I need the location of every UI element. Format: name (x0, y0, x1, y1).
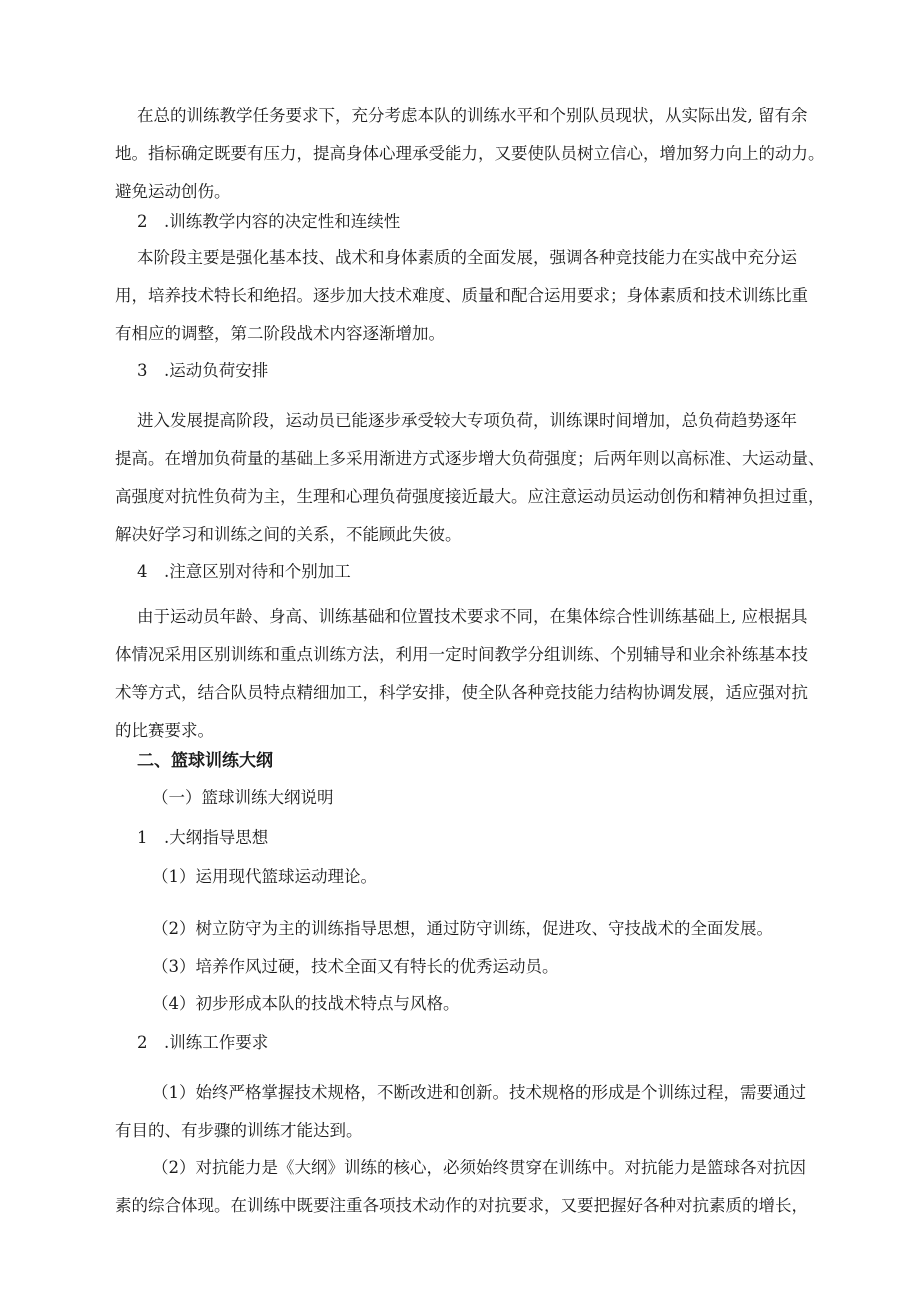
subheading-training-requirements (137, 1024, 837, 1062)
text-line: 素的综合体现。在训练中既要注重各项技术动作的对抗要求，又要把握好各种对抗素质的增长， (115, 1196, 808, 1215)
text-line: 2 .训练教学内容的决定性和连续性 (137, 212, 401, 231)
paragraph-stage-focus (115, 239, 837, 353)
text-line: 2 .训练工作要求 (137, 1033, 269, 1052)
list-item-4 (152, 985, 852, 1023)
text-line: 二、篮球训练大纲 (137, 751, 273, 771)
paragraph-training-goals (115, 97, 837, 211)
text-line: 地。指标确定既要有压力，提高身体心理承受能力，又要使队员树立信心，增加努力向上的动力。 (115, 144, 825, 163)
list-item-3 (152, 948, 852, 986)
text-line: 进入发展提高阶段，运动员已能逐步承受较大专项负荷，训练课时间增加，总负荷趋势逐年 (137, 411, 797, 430)
text-line: 解决好学习和训练之间的关系，不能顾此失彼。 (115, 525, 462, 544)
text-line: （1）运用现代篮球运动理论。 (152, 867, 377, 886)
section-title-basketball-outline (137, 742, 837, 780)
text-line: 提高。在增加负荷量的基础上多采用渐进方式逐步增大负荷强度；后两年则以高标准、大运动量、 (115, 449, 825, 468)
paragraph-individual-training (115, 598, 837, 750)
text-line: 避免运动创伤。 (115, 182, 231, 201)
text-line: 用，培养技术特长和绝招。逐步加大技术难度、质量和配合运用要求；身体素质和技术训练比重 (115, 286, 808, 305)
text-line: 有相应的调整，第二阶段战术内容逐渐增加。 (115, 324, 445, 343)
text-line: 3 .运动负荷安排 (137, 361, 269, 380)
subheading-guiding-ideology (137, 819, 837, 857)
subheading-content-continuity (137, 203, 837, 241)
text-line: 有目的、有步骤的训练才能达到。 (115, 1121, 363, 1140)
text-line: （3）培养作风过硬，技术全面又有特长的优秀运动员。 (152, 957, 559, 976)
text-line: 的比赛要求。 (115, 721, 214, 740)
subheading-individual-treatment (137, 553, 837, 591)
text-line: （一）篮球训练大纲说明 (152, 788, 334, 807)
text-line: 1 .大纲指导思想 (137, 828, 269, 847)
list-item-2 (152, 910, 852, 948)
text-line: 体情况采用区别训练和重点训练方法，利用一定时间教学分组训练、个别辅导和业余补练基本技 (115, 645, 808, 664)
text-line: 在总的训练教学任务要求下，充分考虑本队的训练水平和个别队员现状，从实际出发, 留有余 (137, 106, 808, 125)
text-line: 由于运动员年龄、身高、训练基础和位置技术要求不同，在集体综合性训练基础上, 应根据具 (137, 607, 808, 626)
text-line: 高强度对抗性负荷为主，生理和心理负荷强度接近最大。应注意运动员运动创伤和精神负担过重， (115, 487, 825, 506)
text-line: （2）对抗能力是《大纲》训练的核心，必须始终贯穿在训练中。对抗能力是篮球各对抗因 (152, 1158, 806, 1177)
text-line: 术等方式，结合队员特点精细加工，科学安排，使全队各种竞技能力结构协调发展，适应强对抗 (115, 683, 808, 702)
text-line: （1）始终严格掌握技术规格，不断改进和创新。技术规格的形成是个训练过程，需要通过 (152, 1083, 806, 1102)
text-line: （2）树立防守为主的训练指导思想，通过防守训练，促进攻、守技战术的全面发展。 (152, 919, 773, 938)
text-line: 4 .注意区别对待和个别加工 (137, 562, 351, 581)
paragraph-requirement-1 (115, 1074, 852, 1150)
paragraph-load-progression (115, 402, 837, 554)
paragraph-requirement-2 (115, 1149, 852, 1225)
text-line: （4）初步形成本队的技战术特点与风格。 (152, 994, 460, 1013)
subheading-load-arrangement (137, 352, 837, 390)
subsection-outline-description (152, 779, 852, 817)
list-item-1 (152, 858, 852, 896)
text-line: 本阶段主要是强化基本技、战术和身体素质的全面发展，强调各种竞技能力在实战中充分运 (137, 248, 797, 267)
